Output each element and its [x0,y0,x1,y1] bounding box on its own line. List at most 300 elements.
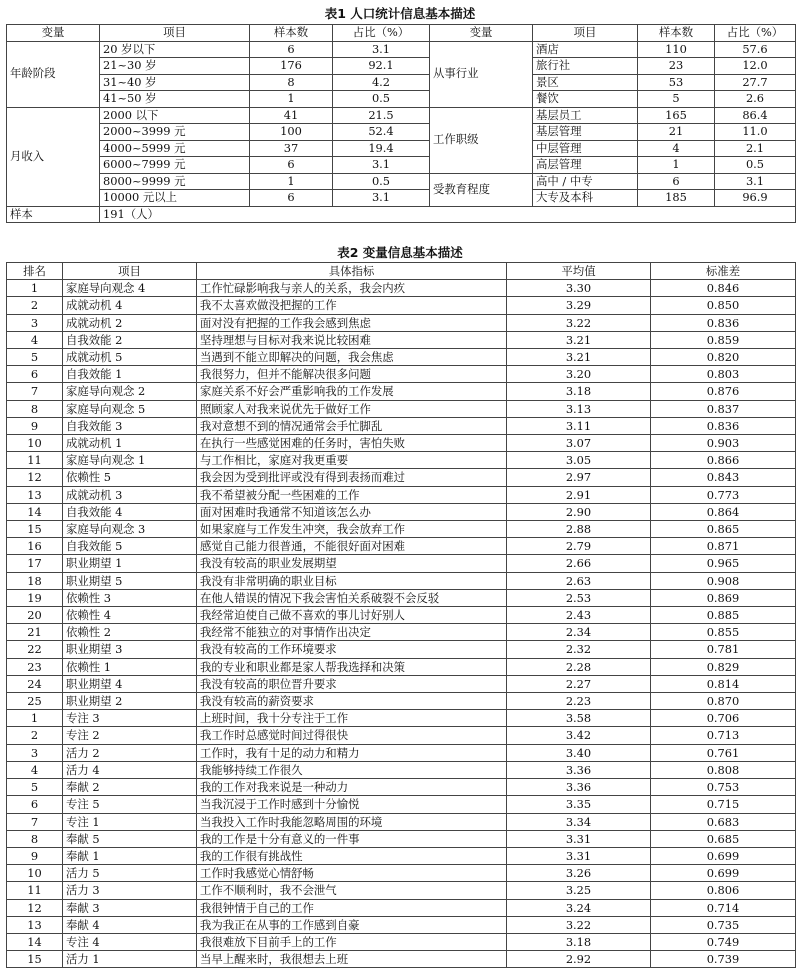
variable-cell: 月收入 [7,107,100,206]
item-cell: 活力 1 [63,951,197,968]
mean-cell: 3.05 [507,452,651,469]
variable-cell: 工作职级 [430,107,533,173]
table-row [7,417,796,434]
sd-cell: 0.846 [651,280,796,297]
mean-cell: 2.63 [507,572,651,589]
table-row [7,58,796,75]
rank-cell: 2 [7,727,63,744]
indicator-cell: 工作时我感觉心情舒畅 [197,865,507,882]
sd-cell: 0.876 [651,383,796,400]
table-row [7,383,796,400]
indicator-cell: 当我沉浸于工作时感到十分愉悦 [197,796,507,813]
rank-cell: 17 [7,555,63,572]
table-row [7,796,796,813]
indicator-cell: 我对意想不到的情况通常会手忙脚乱 [197,417,507,434]
table1-title: 表1 人口统计信息基本描述 [324,6,476,21]
table-row [7,190,796,207]
percent-cell: 96.9 [715,190,796,207]
item-cell: 4000~5999 元 [100,140,250,157]
mean-cell: 3.31 [507,847,651,864]
table-row [7,675,796,692]
mean-cell: 2.92 [507,951,651,968]
percent-cell: 12.0 [715,58,796,75]
item-cell: 家庭导向观念 1 [63,452,197,469]
item-cell: 基层管理 [533,124,638,141]
table2-header-row [7,263,796,280]
mean-cell: 3.21 [507,331,651,348]
table2-header-cell: 标准差 [651,263,796,280]
indicator-cell: 我很努力，但并不能解决很多问题 [197,366,507,383]
mean-cell: 2.91 [507,486,651,503]
table-row [7,933,796,950]
item-cell: 2000~3999 元 [100,124,250,141]
table-row [7,280,796,297]
rank-cell: 9 [7,417,63,434]
rank-cell: 20 [7,607,63,624]
table-row [7,882,796,899]
sd-cell: 0.806 [651,882,796,899]
item-cell: 大专及本科 [533,190,638,207]
count-cell: 176 [250,58,333,75]
item-cell: 依赖性 2 [63,624,197,641]
item-cell: 成就动机 1 [63,435,197,452]
item-cell: 活力 2 [63,744,197,761]
sd-cell: 0.866 [651,452,796,469]
item-cell: 专注 3 [63,710,197,727]
item-cell: 奉献 2 [63,779,197,796]
rank-cell: 7 [7,383,63,400]
item-cell: 依赖性 1 [63,658,197,675]
percent-cell: 11.0 [715,124,796,141]
mean-cell: 2.88 [507,521,651,538]
table-row [7,761,796,778]
percent-cell: 19.4 [333,140,430,157]
sample-label: 样本 [7,206,100,223]
indicator-cell: 我能够持续工作很久 [197,761,507,778]
indicator-cell: 我工作时总感觉时间过得很快 [197,727,507,744]
table-row [7,744,796,761]
indicator-cell: 我的工作是十分有意义的一件事 [197,830,507,847]
variable-cell: 年龄阶段 [7,41,100,107]
item-cell: 酒店 [533,41,638,58]
percent-cell: 52.4 [333,124,430,141]
mean-cell: 3.36 [507,761,651,778]
indicator-cell: 感觉自己能力很普通，不能很好面对困难 [197,538,507,555]
rank-cell: 21 [7,624,63,641]
indicator-cell: 与工作相比，家庭对我更重要 [197,452,507,469]
indicator-cell: 面对困难时我通常不知道该怎么办 [197,503,507,520]
item-cell: 旅行社 [533,58,638,75]
rank-cell: 16 [7,538,63,555]
percent-cell: 3.1 [333,41,430,58]
mean-cell: 2.97 [507,469,651,486]
percent-cell: 3.1 [333,157,430,174]
table-row [7,710,796,727]
rank-cell: 19 [7,589,63,606]
rank-cell: 4 [7,761,63,778]
table1-header-cell: 变量 [430,25,533,42]
mean-cell: 3.36 [507,779,651,796]
table-row [7,173,796,190]
mean-cell: 2.32 [507,641,651,658]
sd-cell: 0.864 [651,503,796,520]
mean-cell: 3.29 [507,297,651,314]
mean-cell: 2.53 [507,589,651,606]
item-cell: 6000~7999 元 [100,157,250,174]
indicator-cell: 我的专业和职业都是家人帮我选择和决策 [197,658,507,675]
item-cell: 家庭导向观念 2 [63,383,197,400]
indicator-cell: 我很钟情于自己的工作 [197,899,507,916]
sd-cell: 0.865 [651,521,796,538]
item-cell: 高中 / 中专 [533,173,638,190]
sd-cell: 0.739 [651,951,796,968]
mean-cell: 3.35 [507,796,651,813]
indicator-cell: 坚持理想与目标对我来说比较困难 [197,331,507,348]
indicator-cell: 当我投入工作时我能忽略周围的环境 [197,813,507,830]
indicator-cell: 如果家庭与工作发生冲突，我会放弃工作 [197,521,507,538]
indicator-cell: 当早上醒来时，我很想去上班 [197,951,507,968]
table1-header-cell: 项目 [100,25,250,42]
indicator-cell: 我没有较高的职业发展期望 [197,555,507,572]
table1-header-cell: 占比（%） [333,25,430,42]
mean-cell: 2.34 [507,624,651,641]
percent-cell: 0.5 [715,157,796,174]
table-row [7,572,796,589]
item-cell: 家庭导向观念 3 [63,521,197,538]
sd-cell: 0.843 [651,469,796,486]
table2-title: 表2 变量信息基本描述 [337,245,463,260]
rank-cell: 4 [7,331,63,348]
item-cell: 家庭导向观念 4 [63,280,197,297]
item-cell: 奉献 4 [63,916,197,933]
percent-cell: 0.5 [333,173,430,190]
mean-cell: 3.21 [507,349,651,366]
indicator-cell: 上班时间，我十分专注于工作 [197,710,507,727]
item-cell: 自我效能 4 [63,503,197,520]
rank-cell: 11 [7,452,63,469]
item-cell: 自我效能 3 [63,417,197,434]
item-cell: 基层员工 [533,107,638,124]
percent-cell: 2.6 [715,91,796,108]
percent-cell: 57.6 [715,41,796,58]
item-cell: 景区 [533,74,638,91]
count-cell: 110 [638,41,715,58]
sd-cell: 0.814 [651,675,796,692]
item-cell: 依赖性 3 [63,589,197,606]
indicator-cell: 我为我正在从事的工作感到自豪 [197,916,507,933]
item-cell: 职业期望 4 [63,675,197,692]
rank-cell: 1 [7,710,63,727]
table-row [7,107,796,124]
table-row [7,830,796,847]
rank-cell: 12 [7,899,63,916]
table-row [7,469,796,486]
indicator-cell: 工作时，我有十足的动力和精力 [197,744,507,761]
sd-cell: 0.903 [651,435,796,452]
count-cell: 1 [250,91,333,108]
sd-cell: 0.871 [651,538,796,555]
table-row [7,779,796,796]
sd-cell: 0.761 [651,744,796,761]
mean-cell: 3.18 [507,383,651,400]
item-cell: 家庭导向观念 5 [63,400,197,417]
table-row [7,331,796,348]
sd-cell: 0.829 [651,658,796,675]
table-row [7,297,796,314]
table2-header-cell: 项目 [63,263,197,280]
indicator-cell: 我的工作对我来说是一种动力 [197,779,507,796]
table-row [7,41,796,58]
table-row [7,486,796,503]
percent-cell: 4.2 [333,74,430,91]
count-cell: 8 [250,74,333,91]
rank-cell: 10 [7,435,63,452]
mean-cell: 3.30 [507,280,651,297]
item-cell: 专注 2 [63,727,197,744]
table-row [7,555,796,572]
indicator-cell: 我没有非常明确的职业目标 [197,572,507,589]
count-cell: 1 [250,173,333,190]
table-row [7,314,796,331]
rank-cell: 11 [7,882,63,899]
table1-header-cell: 变量 [7,25,100,42]
indicator-cell: 我经常迫使自己做不喜欢的事儿讨好别人 [197,607,507,624]
count-cell: 37 [250,140,333,157]
rank-cell: 14 [7,503,63,520]
table-row [7,607,796,624]
mean-cell: 3.40 [507,744,651,761]
indicator-cell: 工作忙碌影响我与亲人的关系，我会内疚 [197,280,507,297]
sample-value: 191（人） [100,206,796,223]
sd-cell: 0.685 [651,830,796,847]
indicator-cell: 我没有较高的薪资要求 [197,693,507,710]
indicator-cell: 照顾家人对我来说优先于做好工作 [197,400,507,417]
indicator-cell: 我没有较高的职位晋升要求 [197,675,507,692]
rank-cell: 24 [7,675,63,692]
mean-cell: 3.22 [507,916,651,933]
item-cell: 专注 1 [63,813,197,830]
item-cell: 自我效能 2 [63,331,197,348]
indicator-cell: 我很难放下目前手上的工作 [197,933,507,950]
indicator-cell: 在执行一些感觉困难的任务时，害怕失败 [197,435,507,452]
table-row [7,658,796,675]
table1-header-cell: 项目 [533,25,638,42]
mean-cell: 3.11 [507,417,651,434]
table-row [7,589,796,606]
table-row [7,624,796,641]
item-cell: 活力 3 [63,882,197,899]
indicator-cell: 我经常不能独立的对事情作出决定 [197,624,507,641]
sd-cell: 0.683 [651,813,796,830]
mean-cell: 3.31 [507,830,651,847]
sd-cell: 0.706 [651,710,796,727]
table-row [7,813,796,830]
rank-cell: 15 [7,521,63,538]
rank-cell: 15 [7,951,63,968]
demographics-table [6,24,796,223]
mean-cell: 2.27 [507,675,651,692]
indicator-cell: 家庭关系不好会严重影响我的工作发展 [197,383,507,400]
item-cell: 依赖性 4 [63,607,197,624]
variables-table [6,262,796,968]
table-row [7,847,796,864]
rank-cell: 8 [7,400,63,417]
sd-cell: 0.855 [651,624,796,641]
rank-cell: 5 [7,349,63,366]
rank-cell: 3 [7,744,63,761]
count-cell: 4 [638,140,715,157]
count-cell: 1 [638,157,715,174]
table-row [7,452,796,469]
rank-cell: 25 [7,693,63,710]
table-row [7,641,796,658]
rank-cell: 7 [7,813,63,830]
item-cell: 8000~9999 元 [100,173,250,190]
table-row [7,899,796,916]
item-cell: 奉献 1 [63,847,197,864]
count-cell: 53 [638,74,715,91]
mean-cell: 2.23 [507,693,651,710]
table2-header-cell: 具体指标 [197,263,507,280]
count-cell: 165 [638,107,715,124]
indicator-cell: 我不太喜欢做没把握的工作 [197,297,507,314]
mean-cell: 3.25 [507,882,651,899]
rank-cell: 6 [7,796,63,813]
indicator-cell: 我的工作很有挑战性 [197,847,507,864]
table-row [7,74,796,91]
rank-cell: 13 [7,486,63,503]
table1-header-cell: 占比（%） [715,25,796,42]
sd-cell: 0.836 [651,417,796,434]
percent-cell: 92.1 [333,58,430,75]
mean-cell: 3.34 [507,813,651,830]
item-cell: 自我效能 5 [63,538,197,555]
mean-cell: 3.20 [507,366,651,383]
sd-cell: 0.749 [651,933,796,950]
table2-header-cell: 排名 [7,263,63,280]
indicator-cell: 我没有较高的工作环境要求 [197,641,507,658]
count-cell: 41 [250,107,333,124]
count-cell: 5 [638,91,715,108]
table-row [7,538,796,555]
rank-cell: 2 [7,297,63,314]
item-cell: 餐饮 [533,91,638,108]
table-row [7,916,796,933]
mean-cell: 2.66 [507,555,651,572]
mean-cell: 3.07 [507,435,651,452]
sample-row [7,206,796,223]
sd-cell: 0.859 [651,331,796,348]
indicator-cell: 在他人错误的情况下我会害怕关系破裂不会反驳 [197,589,507,606]
rank-cell: 23 [7,658,63,675]
rank-cell: 10 [7,865,63,882]
sd-cell: 0.808 [651,761,796,778]
table-row [7,157,796,174]
table-row [7,400,796,417]
sd-cell: 0.753 [651,779,796,796]
table-row [7,140,796,157]
rank-cell: 8 [7,830,63,847]
rank-cell: 12 [7,469,63,486]
table-row [7,503,796,520]
table-row [7,693,796,710]
item-cell: 专注 5 [63,796,197,813]
table-row [7,124,796,141]
percent-cell: 2.1 [715,140,796,157]
table-row [7,521,796,538]
mean-cell: 3.18 [507,933,651,950]
table-row [7,727,796,744]
item-cell: 成就动机 5 [63,349,197,366]
count-cell: 6 [250,41,333,58]
item-cell: 成就动机 3 [63,486,197,503]
indicator-cell: 当遇到不能立即解决的问题，我会焦虑 [197,349,507,366]
table-row [7,91,796,108]
sd-cell: 0.781 [651,641,796,658]
percent-cell: 3.1 [333,190,430,207]
item-cell: 31~40 岁 [100,74,250,91]
sd-cell: 0.850 [651,297,796,314]
sd-cell: 0.699 [651,847,796,864]
sd-cell: 0.713 [651,727,796,744]
sd-cell: 0.870 [651,693,796,710]
item-cell: 职业期望 5 [63,572,197,589]
count-cell: 100 [250,124,333,141]
item-cell: 奉献 5 [63,830,197,847]
item-cell: 41~50 岁 [100,91,250,108]
table1-header-cell: 样本数 [638,25,715,42]
item-cell: 20 岁以下 [100,41,250,58]
sd-cell: 0.715 [651,796,796,813]
table-row [7,349,796,366]
item-cell: 职业期望 1 [63,555,197,572]
sd-cell: 0.869 [651,589,796,606]
variable-cell: 受教育程度 [430,173,533,206]
sd-cell: 0.699 [651,865,796,882]
percent-cell: 21.5 [333,107,430,124]
rank-cell: 1 [7,280,63,297]
item-cell: 2000 以下 [100,107,250,124]
percent-cell: 27.7 [715,74,796,91]
rank-cell: 9 [7,847,63,864]
mean-cell: 3.22 [507,314,651,331]
item-cell: 自我效能 1 [63,366,197,383]
percent-cell: 86.4 [715,107,796,124]
table-row [7,951,796,968]
item-cell: 依赖性 5 [63,469,197,486]
item-cell: 21~30 岁 [100,58,250,75]
item-cell: 成就动机 4 [63,297,197,314]
sd-cell: 0.837 [651,400,796,417]
count-cell: 21 [638,124,715,141]
item-cell: 10000 元以上 [100,190,250,207]
indicator-cell: 面对没有把握的工作我会感到焦虑 [197,314,507,331]
sd-cell: 0.836 [651,314,796,331]
sd-cell: 0.885 [651,607,796,624]
count-cell: 6 [250,157,333,174]
sd-cell: 0.735 [651,916,796,933]
percent-cell: 0.5 [333,91,430,108]
mean-cell: 2.79 [507,538,651,555]
table2-header-cell: 平均值 [507,263,651,280]
table1-header-cell: 样本数 [250,25,333,42]
count-cell: 23 [638,58,715,75]
sd-cell: 0.908 [651,572,796,589]
item-cell: 奉献 3 [63,899,197,916]
mean-cell: 3.13 [507,400,651,417]
sd-cell: 0.965 [651,555,796,572]
rank-cell: 6 [7,366,63,383]
